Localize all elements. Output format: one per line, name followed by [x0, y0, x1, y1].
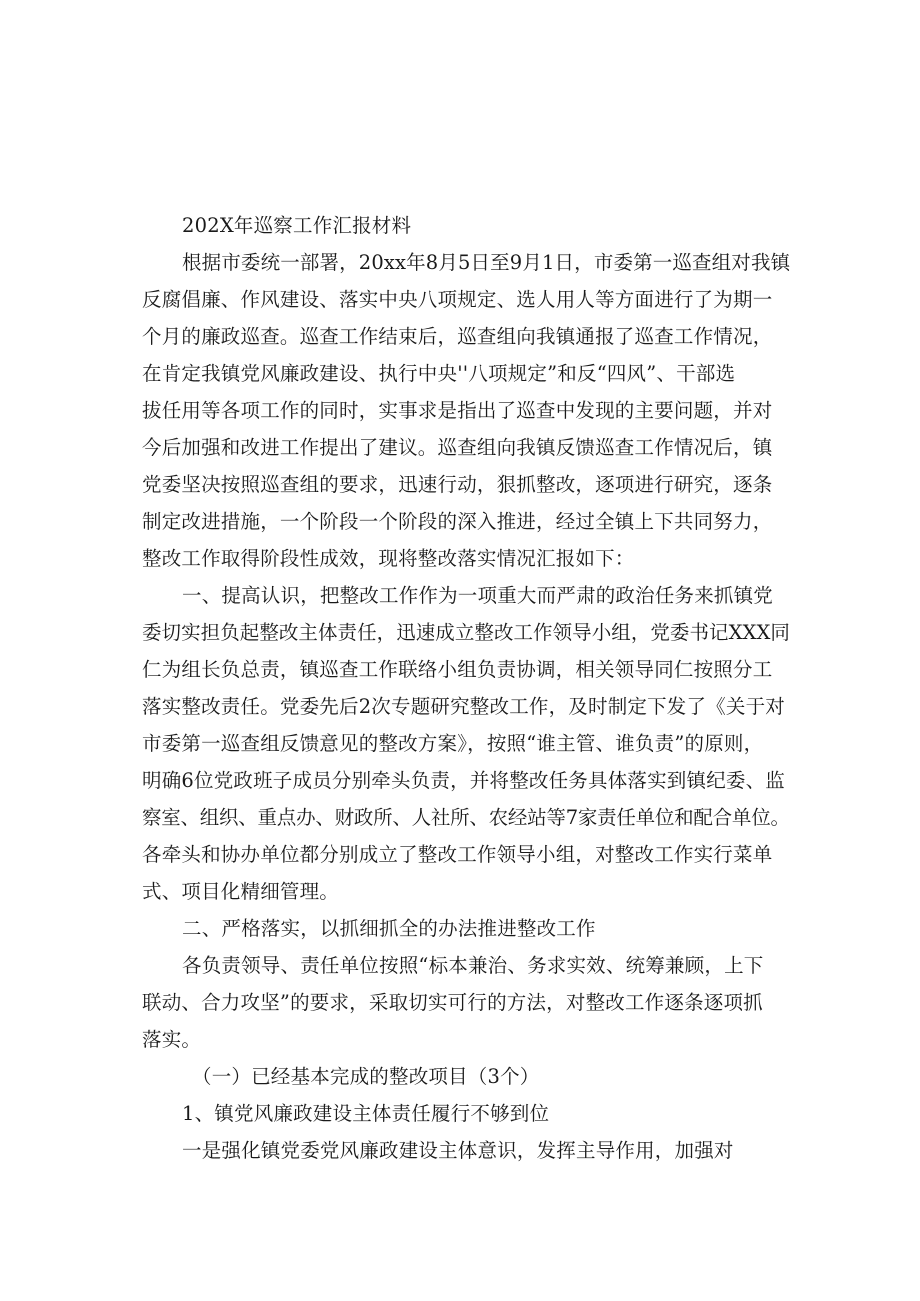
paragraph-line: 今后加强和改进工作提出了建议。巡查组向我镇反馈巡查工作情况后，镇: [142, 436, 773, 459]
document-title: 202X年巡察工作汇报材料: [182, 214, 412, 237]
paragraph-line: 联动、合力攻坚”的要求，采取切实可行的方法，对整改工作逐条逐项抓: [142, 991, 763, 1014]
paragraph-line: 落实。: [142, 1028, 202, 1051]
paragraph-line: 市委第一巡查组反馈意见的整改方案》，按照“谁主管、谁负责”的原则，: [142, 732, 764, 755]
paragraph-line: 制定改进措施，一个阶段一个阶段的深入推进，经过全镇上下共同努力，: [142, 510, 773, 533]
item-heading: 1、镇党风廉政建设主体责任履行不够到位: [182, 1102, 550, 1125]
paragraph-line: 察室、组织、重点办、财政所、人社所、农经站等7家责任单位和配合单位。: [142, 806, 790, 829]
section-heading-2: 二、严格落实，以抓细抓全的办法推进整改工作: [182, 917, 596, 940]
paragraph-line: 根据市委统一部署，20xx年8月5日至9月1日，市委第一巡查组对我镇: [182, 251, 791, 274]
subsection-heading: （一）已经基本完成的整改项目（3个）: [192, 1065, 540, 1088]
paragraph-line: 各负责领导、责任单位按照“标本兼治、务求实效、统筹兼顾，上下: [182, 954, 764, 977]
paragraph-line: 各牵头和协办单位都分别成立了整改工作领导小组，对整改工作实行菜单: [142, 843, 773, 866]
paragraph-line: 仁为组长负总责，镇巡查工作联络小组负责协调，相关领导同仁按照分工: [142, 658, 773, 681]
paragraph-line: 委切实担负起整改主体责任，迅速成立整改工作领导小组，党委书记XXX同: [142, 621, 790, 644]
paragraph-line: 整改工作取得阶段性成效，现将整改落实情况汇报如下：: [142, 547, 635, 570]
paragraph-line: 拔任用等各项工作的同时，实事求是指出了巡查中发现的主要问题，并对: [142, 399, 773, 422]
paragraph-line: 在肯定我镇党风廉政建设、执行中央''八项规定”和反“四风”、干部选: [142, 362, 736, 385]
section-heading-1: 一、提高认识，把整改工作作为一项重大而严肃的政治任务来抓镇党: [182, 584, 774, 607]
paragraph-line: 党委坚决按照巡查组的要求，迅速行动，狠抓整改，逐项进行研究，逐条: [142, 473, 773, 496]
paragraph-line: 式、项目化精细管理。: [142, 880, 340, 903]
paragraph-line: 反腐倡廉、作风建设、落实中央八项规定、选人用人等方面进行了为期一: [142, 288, 773, 311]
paragraph-line: 明确6位党政班子成员分别牵头负责，并将整改任务具体落实到镇纪委、监: [142, 769, 786, 792]
paragraph-line: 落实整改责任。党委先后2次专题研究整改工作，及时制定下发了《关于对: [142, 695, 786, 718]
paragraph-line: 一是强化镇党委党风廉政建设主体意识，发挥主导作用，加强对: [182, 1139, 734, 1162]
paragraph-line: 个月的廉政巡查。巡查工作结束后，巡查组向我镇通报了巡查工作情况，: [142, 325, 773, 348]
